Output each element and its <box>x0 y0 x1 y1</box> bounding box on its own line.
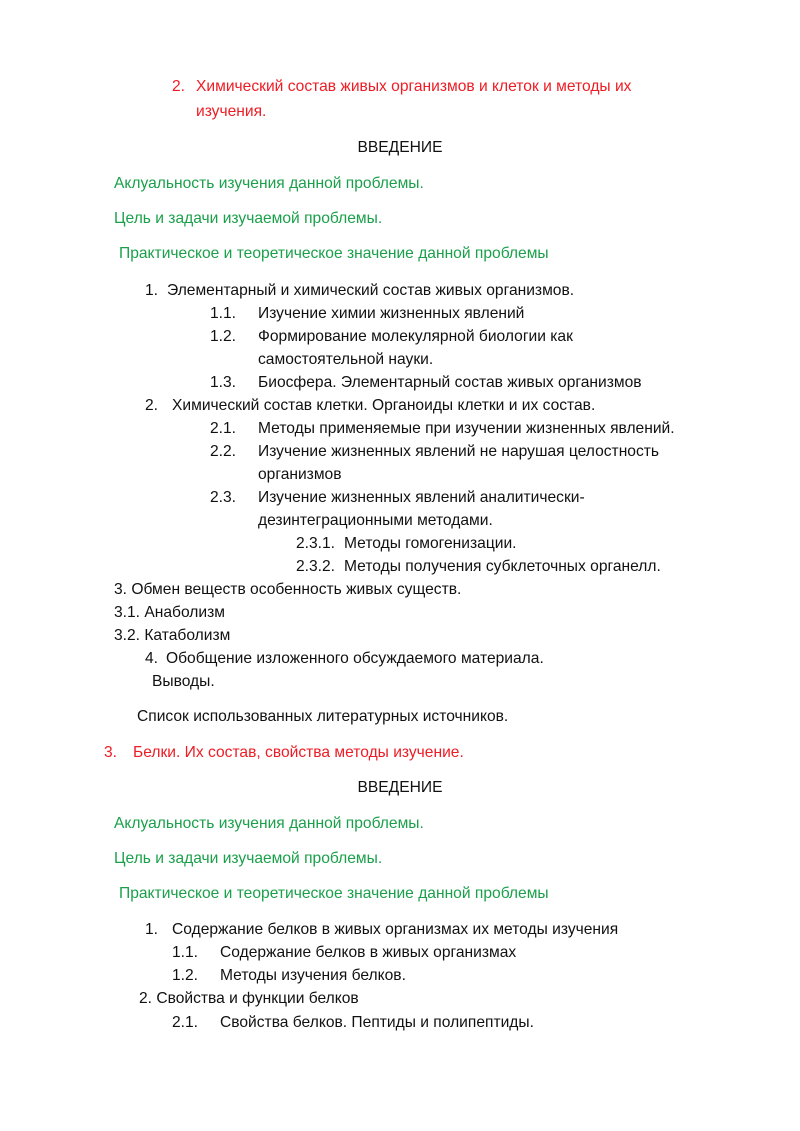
section-title: Белки. Их состав, свойства методы изучение. <box>133 744 464 761</box>
outline-item: Свойства белков. Пептиды и полипептиды. <box>220 1014 534 1031</box>
outline-number: 2.3. <box>210 489 237 506</box>
outline-item: 3.1. Анаболизм <box>114 604 225 621</box>
intro-heading: ВВЕДЕНИЕ <box>357 779 443 796</box>
goals-line: Цель и задачи изучаемой проблемы. <box>114 210 383 227</box>
outline-number: 2.1. <box>172 1014 199 1031</box>
section-number: 3. <box>104 744 118 761</box>
outline-item: Элементарный и химический состав живых организмов. <box>167 282 575 299</box>
outline-number: 2. <box>145 397 159 414</box>
conclusions-line: Выводы. <box>152 673 215 690</box>
outline-number: 4. <box>145 650 159 667</box>
outline-number: 2.2. <box>210 443 237 460</box>
goals-line: Цель и задачи изучаемой проблемы. <box>114 850 383 867</box>
outline-item: Методы изучения белков. <box>220 967 406 984</box>
actuality-line: Аклуальность изучения данной проблемы. <box>114 175 424 192</box>
outline-number: 1.2. <box>210 328 237 345</box>
outline-item: Химический состав клетки. Органоиды клетки и их состав. <box>172 397 596 414</box>
outline-number: 2.3.1. <box>296 535 336 552</box>
references-line: Список использованных литературных источников. <box>137 708 509 725</box>
outline-item: 2. Свойства и функции белков <box>139 990 359 1007</box>
actuality-line: Аклуальность изучения данной проблемы. <box>114 815 424 832</box>
outline-item: Формирование молекулярной биологии как <box>258 328 573 345</box>
outline-number: 1.1. <box>172 944 199 961</box>
significance-line: Практическое и теоретическое значение данной проблемы <box>119 245 549 262</box>
outline-item: 3. Обмен веществ особенность живых существ. <box>114 581 462 598</box>
outline-number: 1. <box>145 921 159 938</box>
outline-item: Содержание белков в живых организмах <box>220 944 517 961</box>
section-title: Химический состав живых организмов и клеток и методы их <box>196 78 632 95</box>
outline-number: 1.3. <box>210 374 237 391</box>
outline-item: Содержание белков в живых организмах их методы изучения <box>172 921 619 938</box>
section-title-continued: изучения. <box>196 103 267 120</box>
outline-item: Биосфера. Элементарный состав живых организмов <box>258 374 642 391</box>
significance-line: Практическое и теоретическое значение данной проблемы <box>119 885 549 902</box>
outline-number: 2.1. <box>210 420 237 437</box>
outline-number: 2.3.2. <box>296 558 336 575</box>
outline-item-continued: организмов <box>258 466 342 483</box>
section-number: 2. <box>172 78 186 95</box>
outline-item: Обобщение изложенного обсуждаемого материала. <box>166 650 544 667</box>
outline-item: Методы гомогенизации. <box>344 535 517 552</box>
outline-item: Методы получения субклеточных органелл. <box>344 558 661 575</box>
outline-number: 1. <box>145 282 159 299</box>
outline-item: Изучение жизненных явлений не нарушая целостность <box>258 443 660 460</box>
outline-item: 3.2. Катаболизм <box>114 627 231 644</box>
outline-item-continued: дезинтеграционными методами. <box>258 512 493 529</box>
outline-number: 1.2. <box>172 967 199 984</box>
outline-item-continued: самостоятельной науки. <box>258 351 434 368</box>
outline-item: Изучение химии жизненных явлений <box>258 305 525 322</box>
outline-number: 1.1. <box>210 305 237 322</box>
outline-item: Методы применяемые при изучении жизненных явлений. <box>258 420 675 437</box>
outline-item: Изучение жизненных явлений аналитически- <box>258 489 585 506</box>
intro-heading: ВВЕДЕНИЕ <box>357 139 443 156</box>
